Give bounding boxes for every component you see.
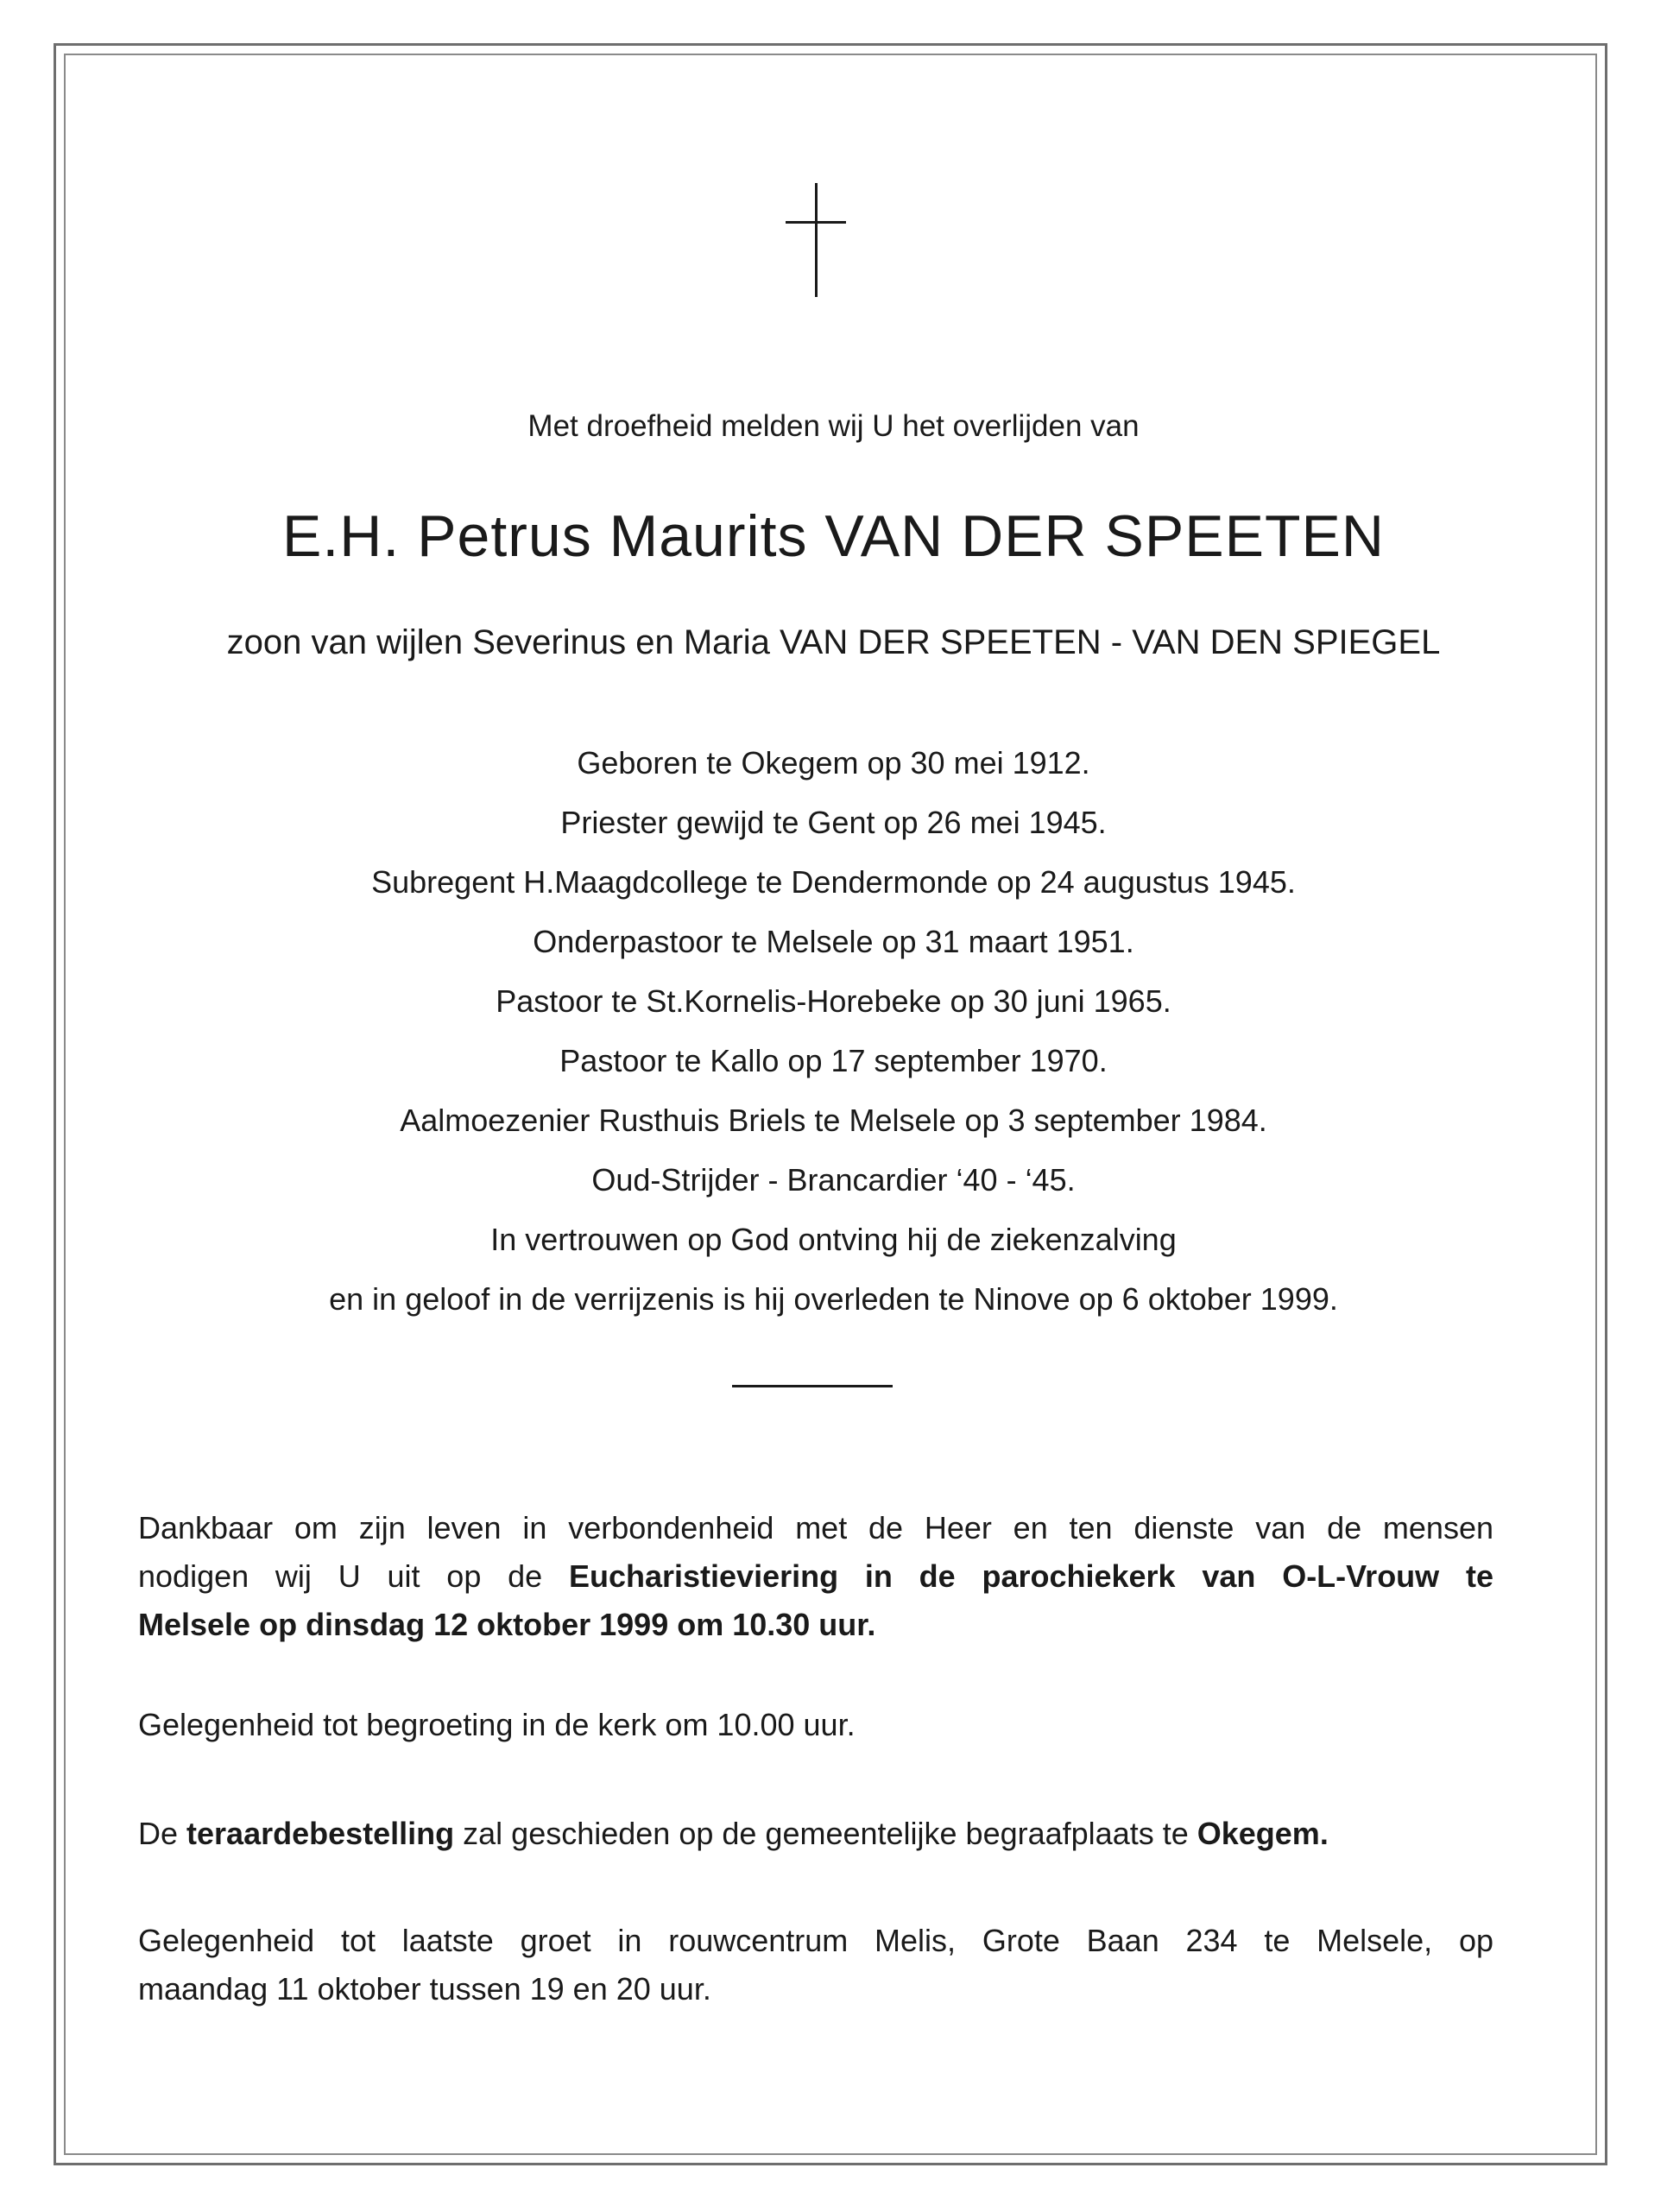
biography-line: Priester gewijd te Gent op 26 mei 1945. (560, 805, 1107, 840)
invitation-line-2 (138, 1552, 1493, 1601)
burial-bold-term: teraardebestelling (186, 1816, 455, 1851)
biography-line: Pastoor te Kallo op 17 september 1970. (559, 1043, 1108, 1078)
biography-line: Oud-Strijder - Brancardier ‘40 - ‘45. (591, 1162, 1076, 1198)
cross-icon (786, 183, 846, 297)
burial-prefix: De (138, 1816, 187, 1851)
burial-middle: zal geschieden op de gemeentelijke begraafplaats te (454, 1816, 1197, 1851)
invitation-line-3 (138, 1601, 1493, 1649)
intro-text: Met droefheid melden wij U het overlijden van (527, 409, 1140, 443)
invitation-paragraph (138, 1504, 1493, 1649)
biography-line: Pastoor te St.Kornelis-Horebeke op 30 juni 1965. (496, 983, 1171, 1019)
invitation-line-2-plain: nodigen wij U uit op de (138, 1558, 569, 1594)
greeting-line: Gelegenheid tot begroeting in de kerk om 10.00 uur. (138, 1707, 856, 1742)
burial-place: Okegem. (1197, 1816, 1329, 1851)
biography-line: Subregent H.Maagdcollege te Dendermonde op 24 augustus 1945. (371, 864, 1296, 900)
burial-paragraph (138, 1810, 1493, 1858)
parents-line: zoon van wijlen Severinus en Maria VAN DER SPEETEN - VAN DEN SPIEGEL (226, 623, 1441, 661)
last-farewell-paragraph (138, 1917, 1493, 2013)
divider-line (732, 1385, 893, 1387)
last-farewell-line-2: maandag 11 oktober tussen 19 en 20 uur. (138, 1971, 711, 2007)
greeting-paragraph (138, 1701, 1493, 1749)
invitation-line-2-bold: Eucharistieviering in de parochiekerk van O-L-Vrouw te (568, 1558, 1493, 1594)
invitation-line-1: Dankbaar om zijn leven in verbondenheid met de Heer en ten dienste van de mensen (138, 1510, 1493, 1545)
biography-list (0, 744, 1667, 1340)
deceased-name: E.H. Petrus Maurits VAN DER SPEETEN (282, 503, 1385, 569)
biography-line: en in geloof in de verrijzenis is hij overleden te Ninove op 6 oktober 1999. (329, 1281, 1338, 1317)
biography-line: Onderpastoor te Melsele op 31 maart 1951. (533, 924, 1134, 959)
invitation-line-3-bold: Melsele op dinsdag 12 oktober 1999 om 10.30 uur. (138, 1607, 876, 1642)
last-farewell-line-1: Gelegenheid tot laatste groet in rouwcentrum Melis, Grote Baan 234 te Melsele, op (138, 1923, 1493, 1958)
biography-line: Geboren te Okegem op 30 mei 1912. (577, 745, 1090, 781)
biography-line: Aalmoezenier Rusthuis Briels te Melsele op 3 september 1984. (400, 1103, 1267, 1138)
burial-line (138, 1810, 1493, 1858)
biography-line: In vertrouwen op God ontving hij de ziekenzalving (490, 1222, 1177, 1257)
